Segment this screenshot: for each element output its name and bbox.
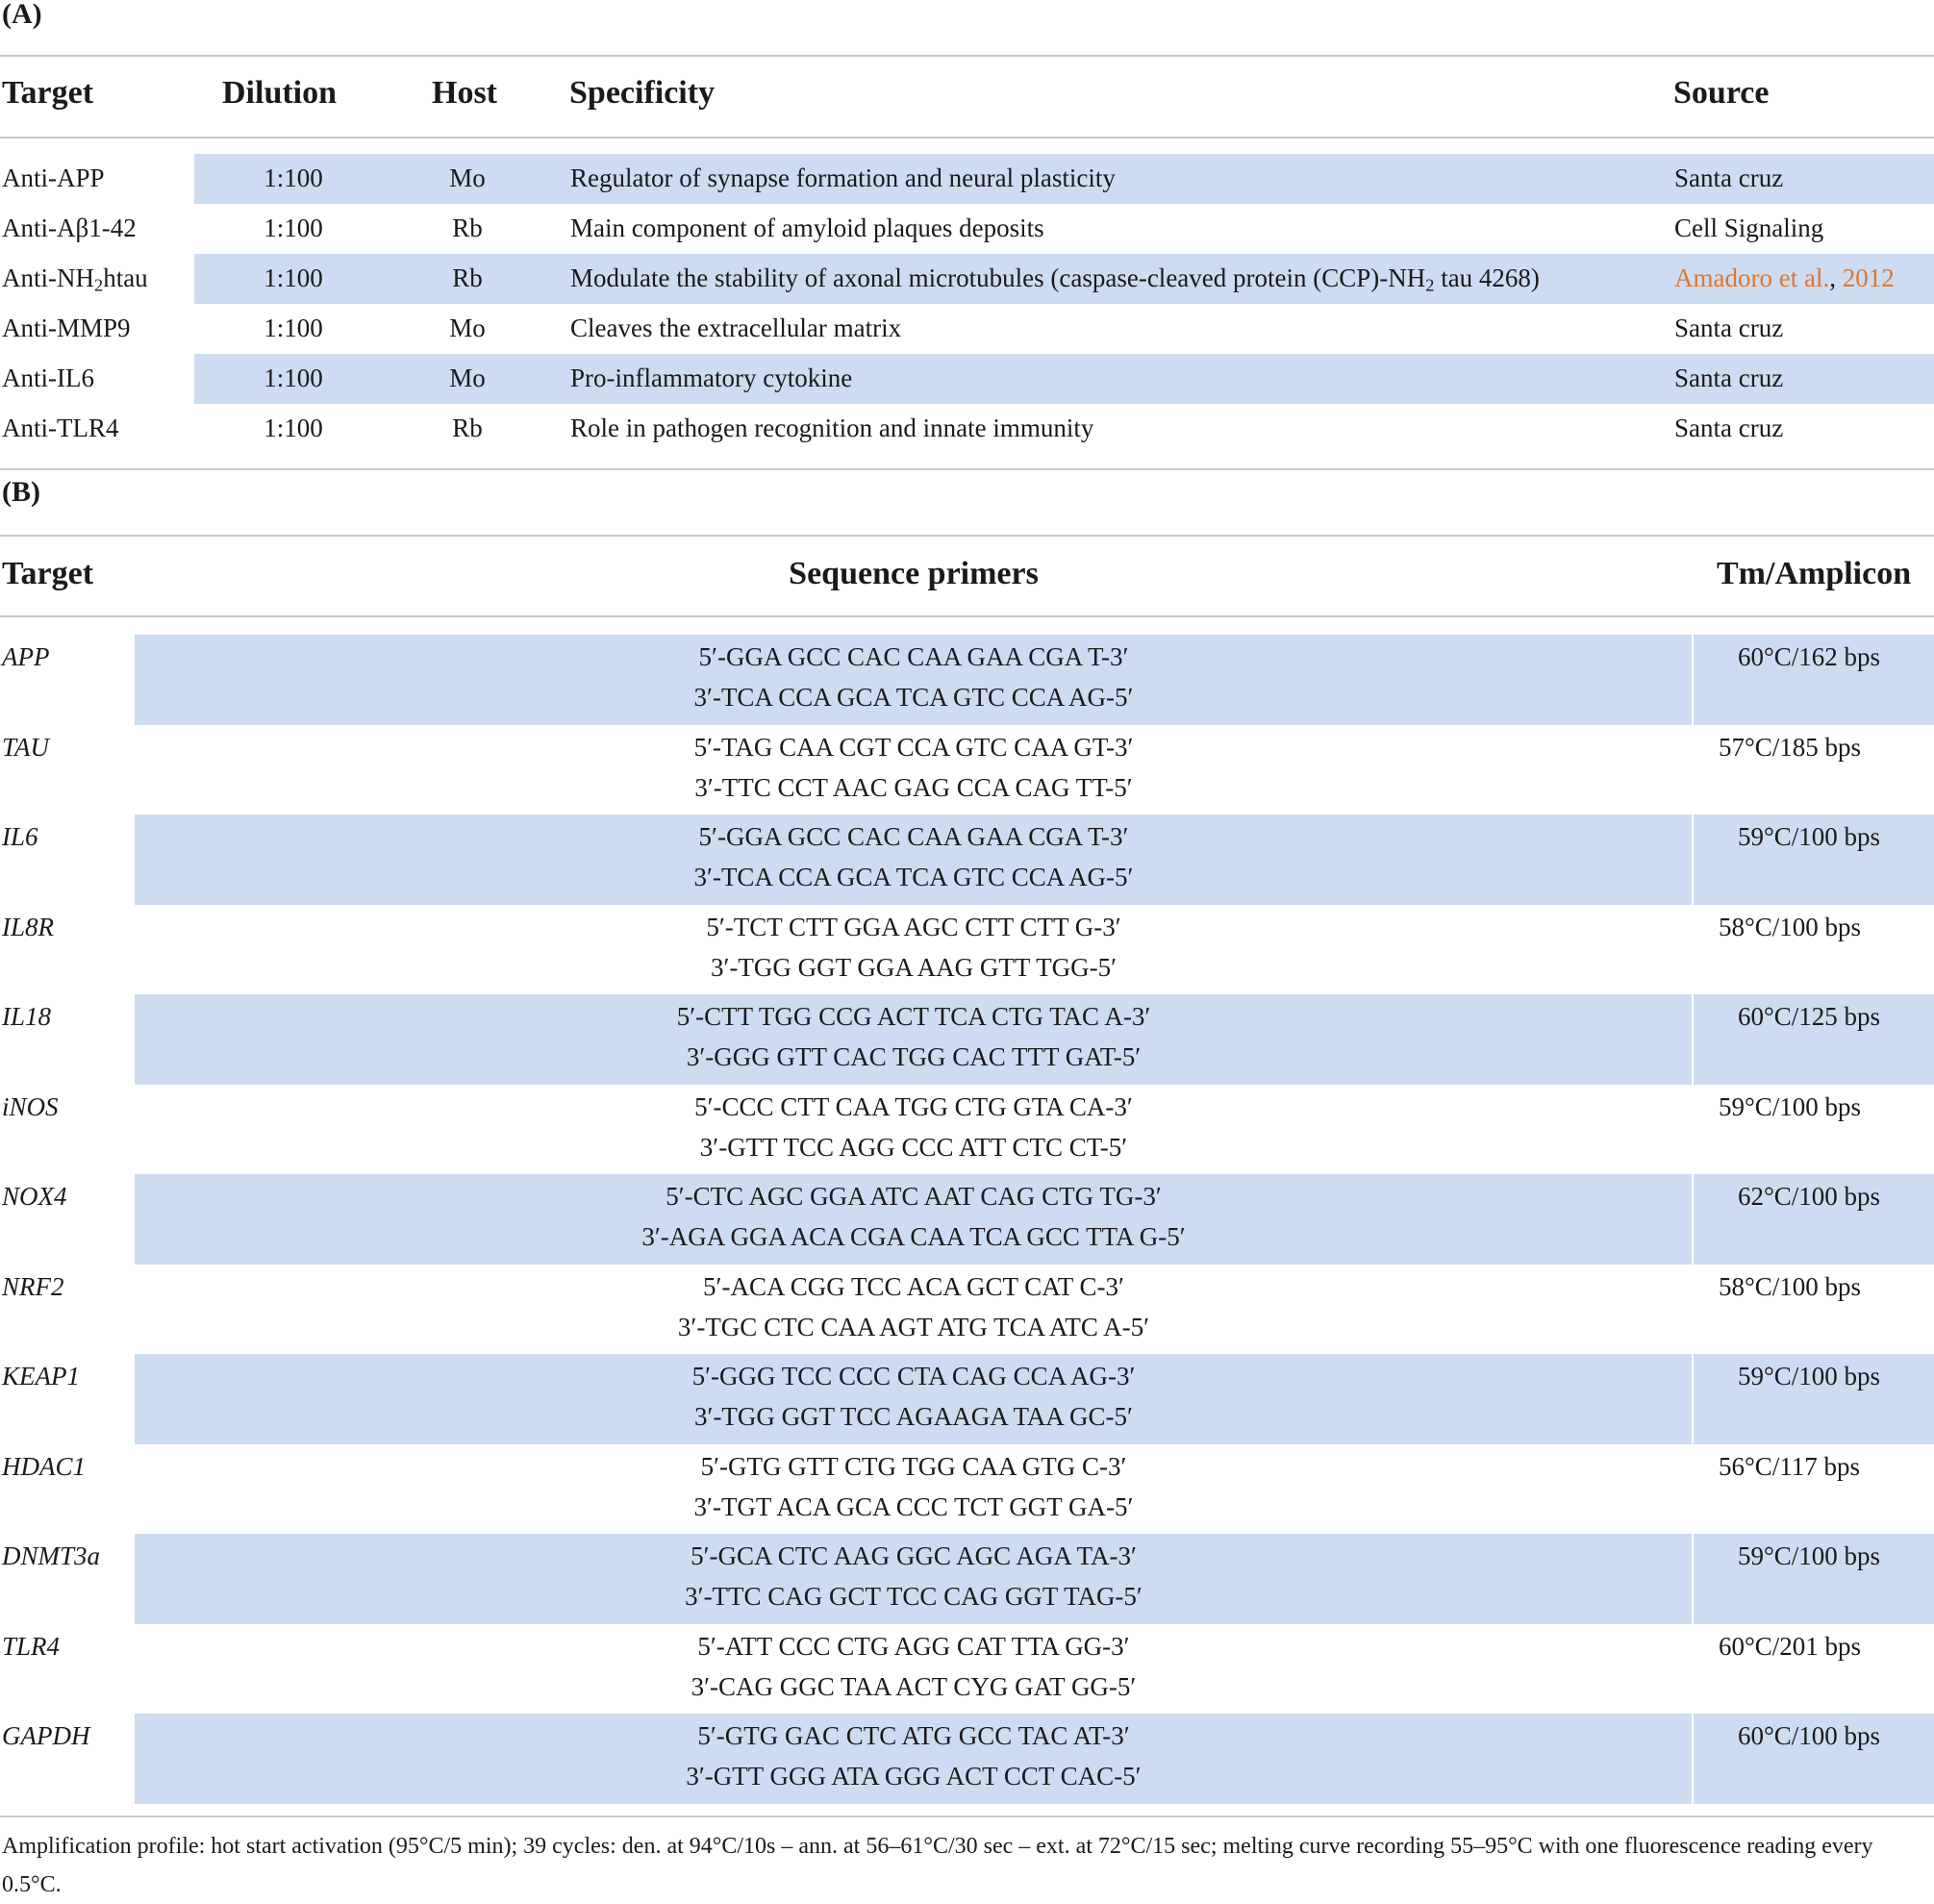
rule-b-bottom xyxy=(0,1816,1934,1817)
table-row xyxy=(0,814,1934,905)
rule-a-bottom xyxy=(0,468,1934,470)
section-a-label: (A) xyxy=(2,0,42,30)
target-cell: TLR4 xyxy=(2,1632,61,1661)
tm-amplicon-cell: 60°C/162 bps xyxy=(1738,642,1881,671)
table-row xyxy=(0,254,1934,304)
table-row xyxy=(0,354,1934,404)
source-cell: Santa cruz xyxy=(1674,313,1784,342)
forward-primer-cell: 5′-CCC CTT CAA TGG CTG GTA CA-3′ xyxy=(694,1092,1133,1121)
header-target: Target xyxy=(2,75,94,111)
dilution-cell: 1:100 xyxy=(264,413,323,442)
target-cell: Anti-IL6 xyxy=(2,363,94,392)
forward-primer-cell: 5′-ACA CGG TCC ACA GCT CAT C-3′ xyxy=(703,1272,1124,1301)
dilution-cell: 1:100 xyxy=(264,163,323,192)
table-row xyxy=(0,1174,1934,1265)
target-cell: KEAP1 xyxy=(2,1362,80,1390)
forward-primer-cell: 5′-GGA GCC CAC CAA GAA CGA T-3′ xyxy=(698,642,1129,671)
table-row xyxy=(0,1714,1934,1804)
table-row xyxy=(0,1444,1934,1535)
forward-primer-cell: 5′-GGA GCC CAC CAA GAA CGA T-3′ xyxy=(698,822,1129,851)
host-cell: Rb xyxy=(452,263,483,292)
table-row xyxy=(0,905,1934,995)
tm-amplicon-cell: 59°C/100 bps xyxy=(1738,1362,1881,1390)
reverse-primer-cell: 3′-GTT TCC AGG CCC ATT CTC CT-5′ xyxy=(699,1133,1128,1162)
reverse-primer-cell: 3′-GTT GGG ATA GGG ACT CCT CAC-5′ xyxy=(686,1762,1142,1791)
tm-amplicon-cell: 57°C/185 bps xyxy=(1719,733,1862,762)
specificity-cell: Cleaves the extracellular matrix xyxy=(570,313,902,342)
tm-amplicon-cell: 59°C/100 bps xyxy=(1738,1541,1881,1570)
specificity-cell: Pro-inflammatory cytokine xyxy=(570,363,853,392)
target-cell: Anti-APP xyxy=(2,163,105,192)
header-host: Host xyxy=(432,75,497,111)
table-row xyxy=(0,1624,1934,1715)
dilution-cell: 1:100 xyxy=(264,213,323,242)
rule-a-top xyxy=(0,55,1934,57)
target-cell: IL18 xyxy=(2,1002,52,1031)
tm-amplicon-cell: 59°C/100 bps xyxy=(1719,1092,1862,1121)
forward-primer-cell: 5′-GCA CTC AAG GGC AGC AGA TA-3′ xyxy=(691,1541,1137,1570)
forward-primer-cell: 5′-TCT CTT GGA AGC CTT CTT G-3′ xyxy=(706,913,1121,941)
header-source: Source xyxy=(1673,75,1770,111)
tm-amplicon-cell: 58°C/100 bps xyxy=(1719,1272,1862,1301)
target-cell: DNMT3a xyxy=(2,1541,101,1570)
reverse-primer-cell: 3′-TCA CCA GCA TCA GTC CCA AG-5′ xyxy=(693,863,1134,891)
table-row xyxy=(0,635,1934,725)
forward-primer-cell: 5′-ATT CCC CTG AGG CAT TTA GG-3′ xyxy=(697,1632,1130,1661)
target-cell: Anti-$NH_2htau$ xyxy=(2,263,148,295)
rule-a-header xyxy=(0,137,1934,138)
table-row xyxy=(0,1534,1934,1624)
specificity-cell: Regulator of synapse formation and neural plasticity xyxy=(570,163,1116,192)
host-cell: Rb xyxy=(452,413,483,442)
target-cell: Anti-TLR4 xyxy=(2,413,119,442)
source-cell: Amadoro et al., 2012 xyxy=(1674,263,1895,292)
tm-amplicon-cell: 60°C/201 bps xyxy=(1719,1632,1862,1661)
dilution-cell: 1:100 xyxy=(264,363,323,392)
host-cell: Rb xyxy=(452,213,483,242)
tm-amplicon-cell: 60°C/100 bps xyxy=(1738,1721,1881,1750)
target-cell: Anti-Aβ1-42 xyxy=(2,213,137,242)
target-cell: iNOS xyxy=(2,1092,59,1121)
header-specificity: Specificity xyxy=(569,75,716,111)
forward-primer-cell: 5′-CTC AGC GGA ATC AAT CAG CTG TG-3′ xyxy=(666,1182,1162,1211)
table-row xyxy=(0,304,1934,354)
reverse-primer-cell: 3′-TTC CCT AAC GAG CCA CAG TT-5′ xyxy=(694,773,1133,802)
table-row xyxy=(0,404,1934,454)
table-row xyxy=(0,725,1934,815)
forward-primer-cell: 5′-CTT TGG CCG ACT TCA CTG TAC A-3′ xyxy=(676,1002,1151,1031)
source-cell: Santa cruz xyxy=(1674,163,1784,192)
table-row xyxy=(0,1265,1934,1355)
source-cell: Santa cruz xyxy=(1674,413,1784,442)
rule-b-top xyxy=(0,535,1934,537)
target-cell: TAU xyxy=(2,733,50,762)
rule-b-header xyxy=(0,615,1934,617)
source-cell: Santa cruz xyxy=(1674,363,1784,392)
reverse-primer-cell: 3′-CAG GGC TAA ACT CYG GAT GG-5′ xyxy=(691,1672,1137,1701)
reverse-primer-cell: 3′-TGG GGT GGA AAG GTT TGG-5′ xyxy=(710,953,1118,982)
reverse-primer-cell: 3′-TGT ACA GCA CCC TCT GGT GA-5′ xyxy=(693,1492,1134,1521)
source-cell: Cell Signaling xyxy=(1674,213,1824,242)
section-b-label: (B) xyxy=(2,476,40,508)
target-cell: GAPDH xyxy=(2,1721,90,1750)
reverse-primer-cell: 3′-GGG GTT CAC TGG CAC TTT GAT-5′ xyxy=(686,1042,1142,1071)
reverse-primer-cell: 3′-TGC CTC CAA AGT ATG TCA ATC A-5′ xyxy=(677,1313,1150,1341)
header-target: Target xyxy=(2,556,94,591)
forward-primer-cell: 5′-GGG TCC CCC CTA CAG CCA AG-3′ xyxy=(691,1362,1136,1390)
tm-amplicon-cell: 62°C/100 bps xyxy=(1738,1182,1881,1211)
specificity-cell: Modulate the stability of axonal microtubules (caspase-cleaved protein $(CCP)-NH_2$ tau 4268) xyxy=(570,263,1540,295)
target-cell: Anti-MMP9 xyxy=(2,313,131,342)
table-row xyxy=(0,994,1934,1085)
specificity-cell: Role in pathogen recognition and innate immunity xyxy=(570,413,1094,442)
tm-amplicon-cell: 56°C/117 bps xyxy=(1719,1452,1861,1481)
host-cell: Mo xyxy=(449,313,486,342)
table-row xyxy=(0,154,1934,204)
forward-primer-cell: 5′-TAG CAA CGT CCA GTC CAA GT-3′ xyxy=(693,733,1134,762)
target-cell: IL8R xyxy=(2,913,54,941)
target-cell: HDAC1 xyxy=(2,1452,86,1481)
reverse-primer-cell: 3′-TTC CAG GCT TCC CAG GGT TAG-5′ xyxy=(685,1582,1143,1611)
target-cell: NOX4 xyxy=(2,1182,67,1211)
reverse-primer-cell: 3′-TCA CCA GCA TCA GTC CCA AG-5′ xyxy=(693,683,1134,712)
tm-amplicon-cell: 59°C/100 bps xyxy=(1738,822,1881,851)
forward-primer-cell: 5′-GTG GAC CTC ATG GCC TAC AT-3′ xyxy=(697,1721,1130,1750)
target-cell: IL6 xyxy=(2,822,38,851)
reverse-primer-cell: 3′-TGG GGT TCC AGAAGA TAA GC-5′ xyxy=(694,1402,1133,1431)
table-row xyxy=(0,204,1934,254)
tm-amplicon-cell: 60°C/125 bps xyxy=(1738,1002,1881,1031)
reverse-primer-cell: 3′-AGA GGA ACA CGA CAA TCA GCC TTA G-5′ xyxy=(641,1222,1186,1251)
table-row xyxy=(0,1354,1934,1444)
host-cell: Mo xyxy=(449,363,486,392)
table-row xyxy=(0,1085,1934,1175)
forward-primer-cell: 5′-GTG GTT CTG TGG CAA GTG C-3′ xyxy=(700,1452,1127,1481)
dilution-cell: 1:100 xyxy=(264,263,323,292)
host-cell: Mo xyxy=(449,163,486,192)
footnote: Amplification profile: hot start activation (95°C/5 min); 39 cycles: den. at 94°C/10s – ann. at 56–61°C/30 sec – ext. at 72°C/15 sec; melting curve recording 55–95°C with one fluorescence reading every 0.5°C. xyxy=(2,1834,1873,1897)
header-tm-amplicon: Tm/Amplicon xyxy=(1717,556,1912,591)
citation-link[interactable]: Amadoro et al. xyxy=(1674,263,1830,292)
target-cell: APP xyxy=(2,642,50,671)
tm-amplicon-cell: 58°C/100 bps xyxy=(1719,913,1862,941)
header-sequence-primers: Sequence primers xyxy=(789,556,1039,591)
header-dilution: Dilution xyxy=(222,75,338,111)
dilution-cell: 1:100 xyxy=(264,313,323,342)
specificity-cell: Main component of amyloid plaques deposits xyxy=(570,213,1044,242)
citation-year-link[interactable]: 2012 xyxy=(1842,263,1895,292)
target-cell: NRF2 xyxy=(2,1272,64,1301)
